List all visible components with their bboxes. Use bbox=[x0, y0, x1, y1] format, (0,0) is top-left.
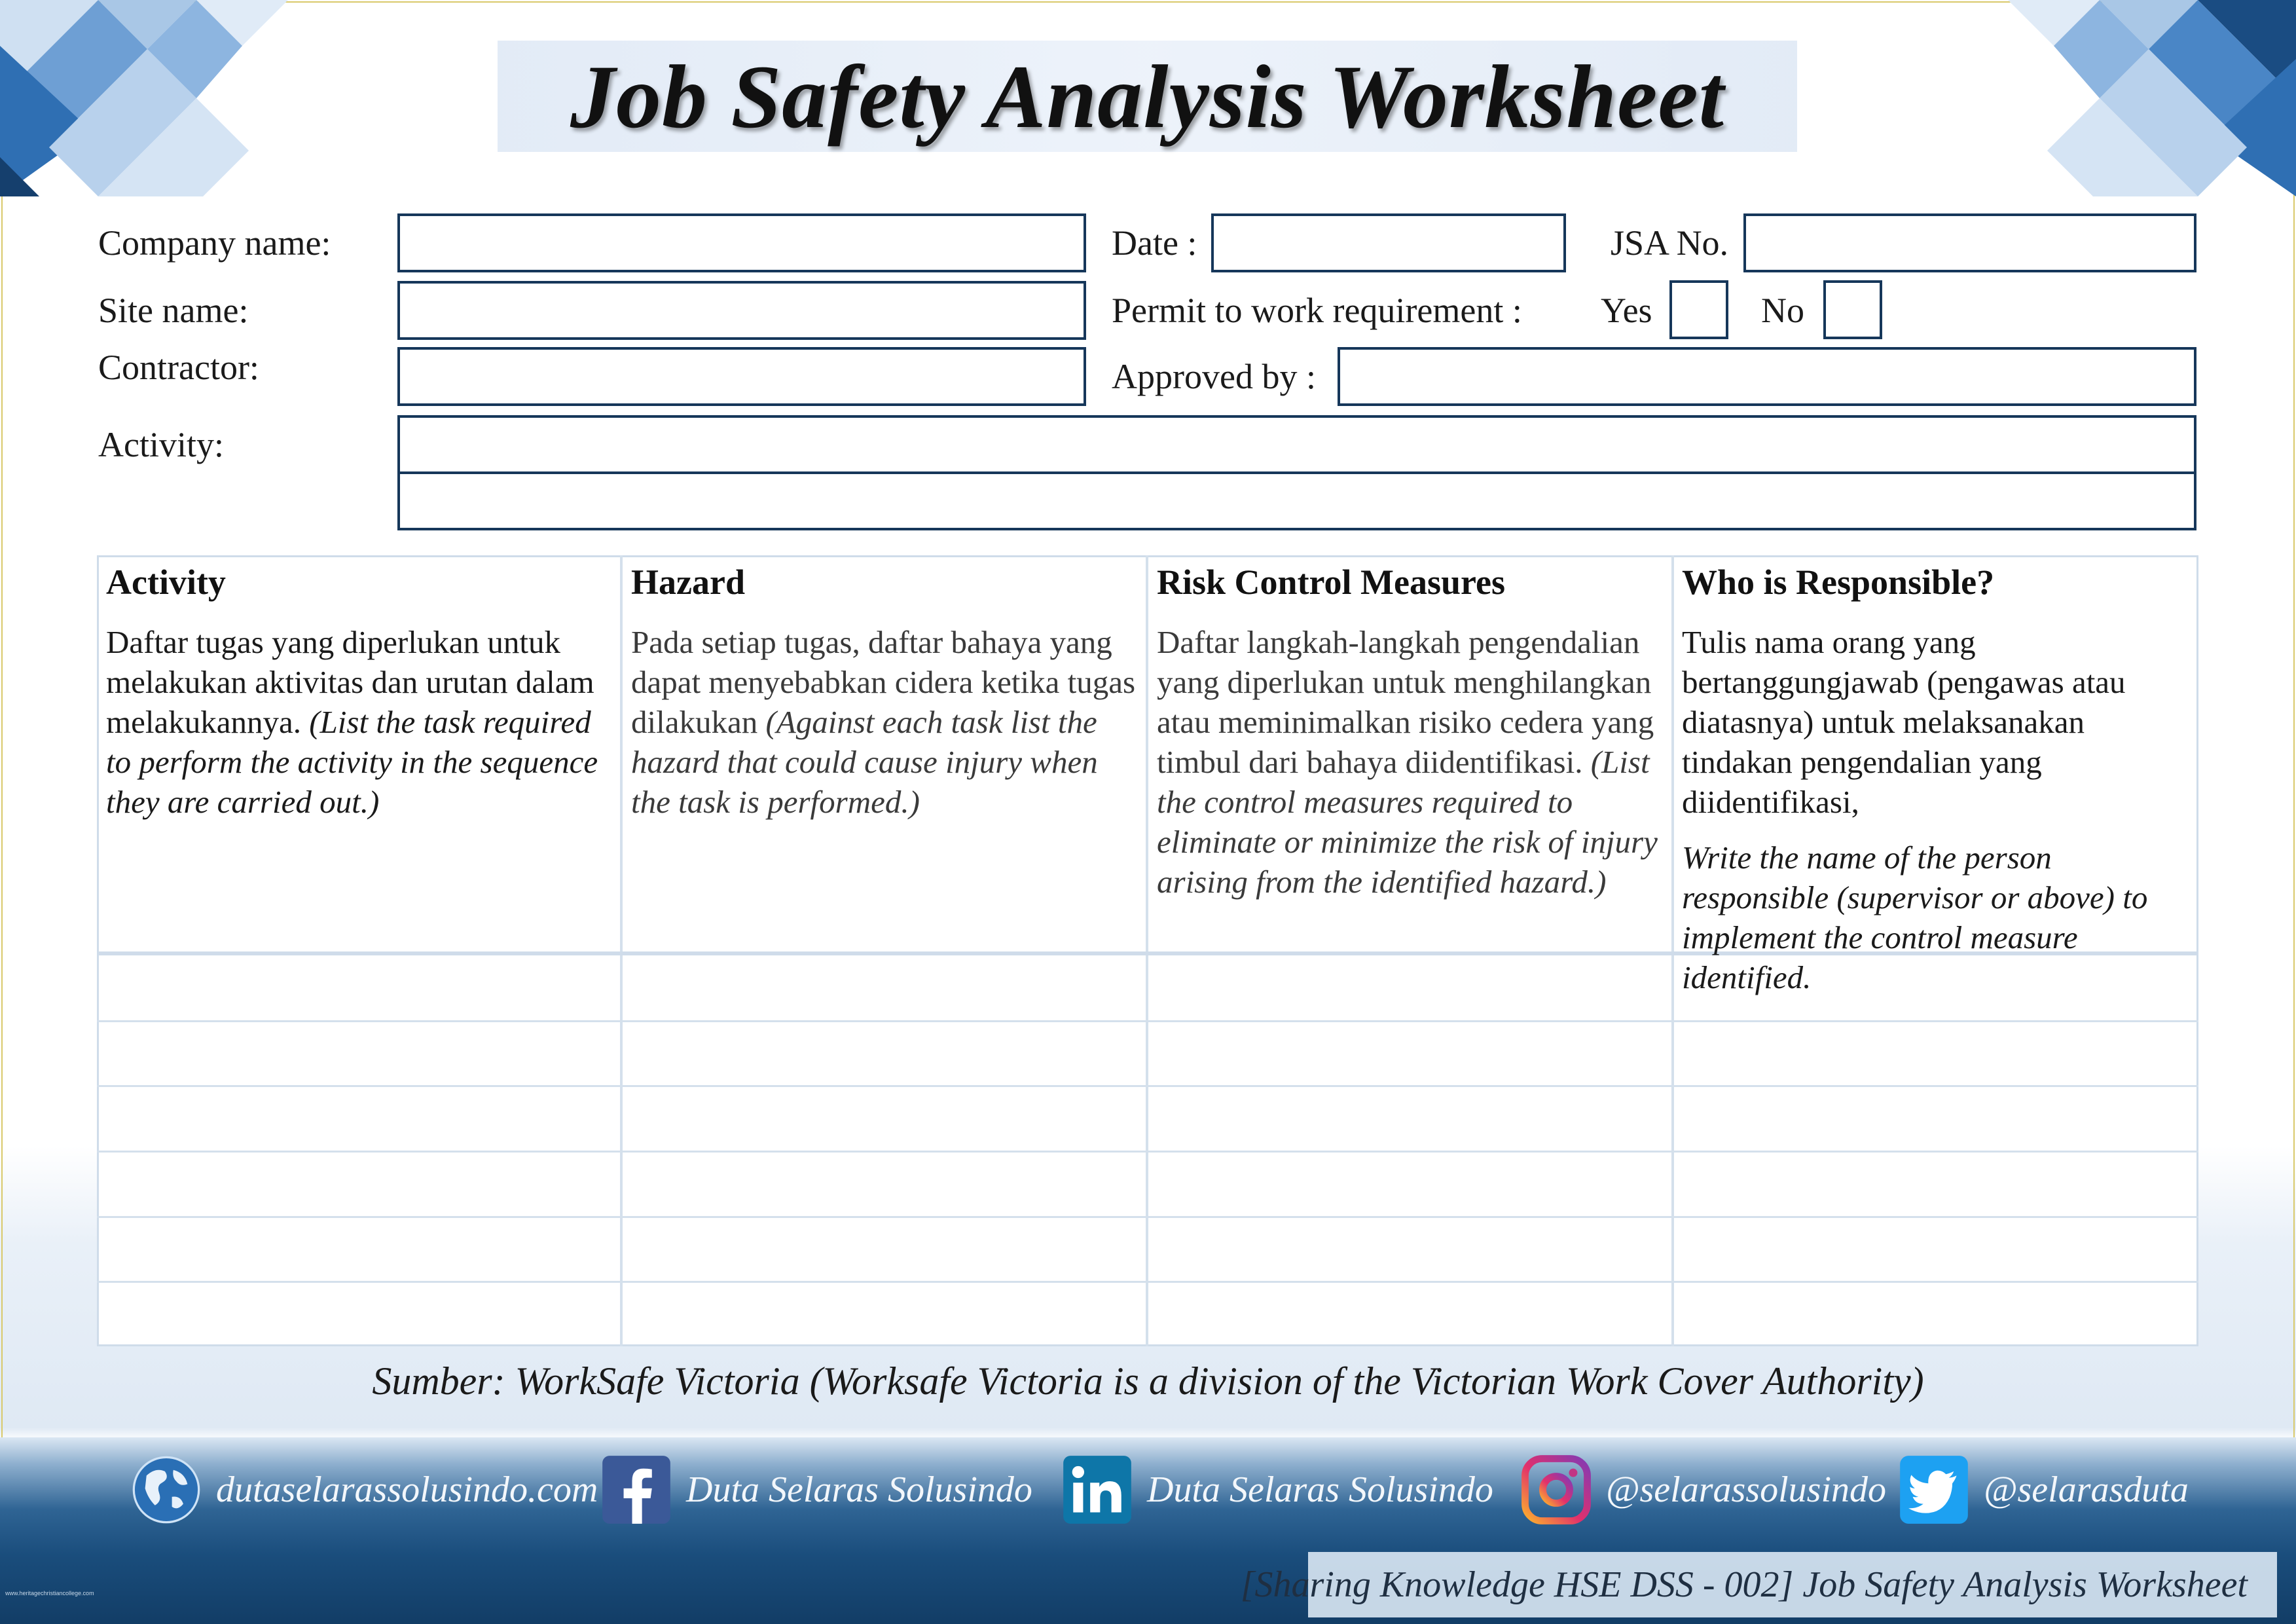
instagram-icon bbox=[1521, 1454, 1592, 1525]
corner-decoration-left bbox=[0, 0, 301, 196]
approved-by-field[interactable] bbox=[1338, 347, 2196, 406]
activity-instructions bbox=[106, 622, 617, 822]
linkedin-text: Duta Selaras Solusindo bbox=[1147, 1469, 1493, 1510]
corner-decoration-right bbox=[1995, 0, 2296, 196]
twitter-link[interactable] bbox=[1899, 1450, 2189, 1529]
activity-instructions-en: (List the task required to perform the activity in the sequence they are carried out.) bbox=[106, 704, 598, 820]
site-name-field[interactable] bbox=[397, 281, 1086, 340]
instagram-link[interactable] bbox=[1521, 1450, 1886, 1529]
permit-no-checkbox[interactable] bbox=[1823, 280, 1882, 339]
facebook-text: Duta Selaras Solusindo bbox=[686, 1469, 1032, 1510]
hazard-instructions bbox=[631, 622, 1142, 822]
activity-field-divider bbox=[400, 471, 2194, 474]
row-divider bbox=[97, 1281, 2198, 1283]
contractor-field[interactable] bbox=[397, 347, 1086, 406]
permit-yes-label: Yes bbox=[1601, 291, 1652, 330]
company-name-field[interactable] bbox=[397, 213, 1086, 272]
hazard-instructions-en: (Against each task list the hazard that could cause injury when the task is performed.) bbox=[631, 704, 1098, 820]
facebook-link[interactable] bbox=[601, 1450, 1032, 1529]
responsible-instructions-id: Tulis nama orang yang bertanggungjawab (pengawas atau diatasnya) untuk melaksanakan tindakan pengendalian yang diidentifikasi, bbox=[1682, 624, 2126, 820]
linkedin-icon bbox=[1062, 1454, 1133, 1525]
column-divider bbox=[1671, 555, 1674, 1346]
activity-instructions-id: Daftar tugas yang diperlukan untuk melakukan aktivitas dan urutan dalam melakukannya. bbox=[106, 624, 594, 740]
linkedin-link[interactable] bbox=[1062, 1450, 1493, 1529]
row-divider bbox=[97, 1085, 2198, 1087]
column-divider bbox=[620, 555, 623, 1346]
responsible-instructions bbox=[1682, 622, 2193, 997]
page-title: Job Safety Analysis Worksheet bbox=[570, 46, 1725, 147]
site-name-label: Site name: bbox=[98, 291, 249, 330]
row-divider bbox=[97, 1151, 2198, 1153]
hazard-instructions-id: Pada setiap tugas, daftar bahaya yang dapat menyebabkan cidera ketika tugas dilakukan bbox=[631, 624, 1136, 740]
row-divider bbox=[97, 1020, 2198, 1022]
website-text: dutaselarassolusindo.com bbox=[216, 1469, 598, 1510]
permit-yes-checkbox[interactable] bbox=[1669, 280, 1728, 339]
row-divider bbox=[97, 1216, 2198, 1218]
jsa-number-field[interactable] bbox=[1743, 213, 2196, 272]
watermark-text: www.heritagechristiancollege.com bbox=[5, 1590, 94, 1596]
column-header-activity: Activity bbox=[106, 563, 226, 602]
globe-icon bbox=[131, 1454, 202, 1525]
company-name-label: Company name: bbox=[98, 223, 331, 263]
column-divider bbox=[1146, 555, 1148, 1346]
twitter-text: @selarasduta bbox=[1984, 1469, 2189, 1510]
column-header-risk-control: Risk Control Measures bbox=[1157, 563, 1506, 602]
twitter-icon bbox=[1899, 1454, 1969, 1525]
risk-control-instructions-en: (List the control measures required to eliminate or minimize the risk of injury arising from the identified hazard.) bbox=[1157, 744, 1658, 900]
contractor-label: Contractor: bbox=[98, 348, 259, 387]
column-header-responsible: Who is Responsible? bbox=[1682, 563, 1995, 602]
jsa-number-label: JSA No. bbox=[1611, 223, 1729, 263]
facebook-icon bbox=[601, 1454, 672, 1525]
activity-label: Activity: bbox=[98, 425, 224, 464]
document-reference bbox=[1240, 1552, 2277, 1617]
column-header-hazard: Hazard bbox=[631, 563, 745, 602]
risk-control-instructions bbox=[1157, 622, 1667, 902]
responsible-instructions-en: Write the name of the person responsible (supervisor or above) to implement the control measure identified. bbox=[1682, 840, 2148, 995]
permit-no-label: No bbox=[1761, 291, 1804, 330]
website-link[interactable] bbox=[131, 1450, 598, 1529]
instagram-text: @selarassolusindo bbox=[1606, 1469, 1887, 1510]
approved-by-label: Approved by : bbox=[1112, 357, 1316, 396]
risk-control-instructions-id: Daftar langkah-langkah pengendalian yang diperlukan untuk menghilangkan atau meminimalkan risiko cedera yang timbul dari bahaya diidentifikasi. bbox=[1157, 624, 1654, 780]
date-label: Date : bbox=[1112, 223, 1197, 263]
source-note: Sumber: WorkSafe Victoria (Worksafe Victoria is a division of the Victorian Work Cover Authority) bbox=[372, 1359, 1924, 1403]
document-reference-text: [Sharing Knowledge HSE DSS - 002] Job Safety Analysis Worksheet bbox=[1240, 1564, 2248, 1605]
date-field[interactable] bbox=[1211, 213, 1566, 272]
permit-label: Permit to work requirement : bbox=[1112, 291, 1522, 330]
